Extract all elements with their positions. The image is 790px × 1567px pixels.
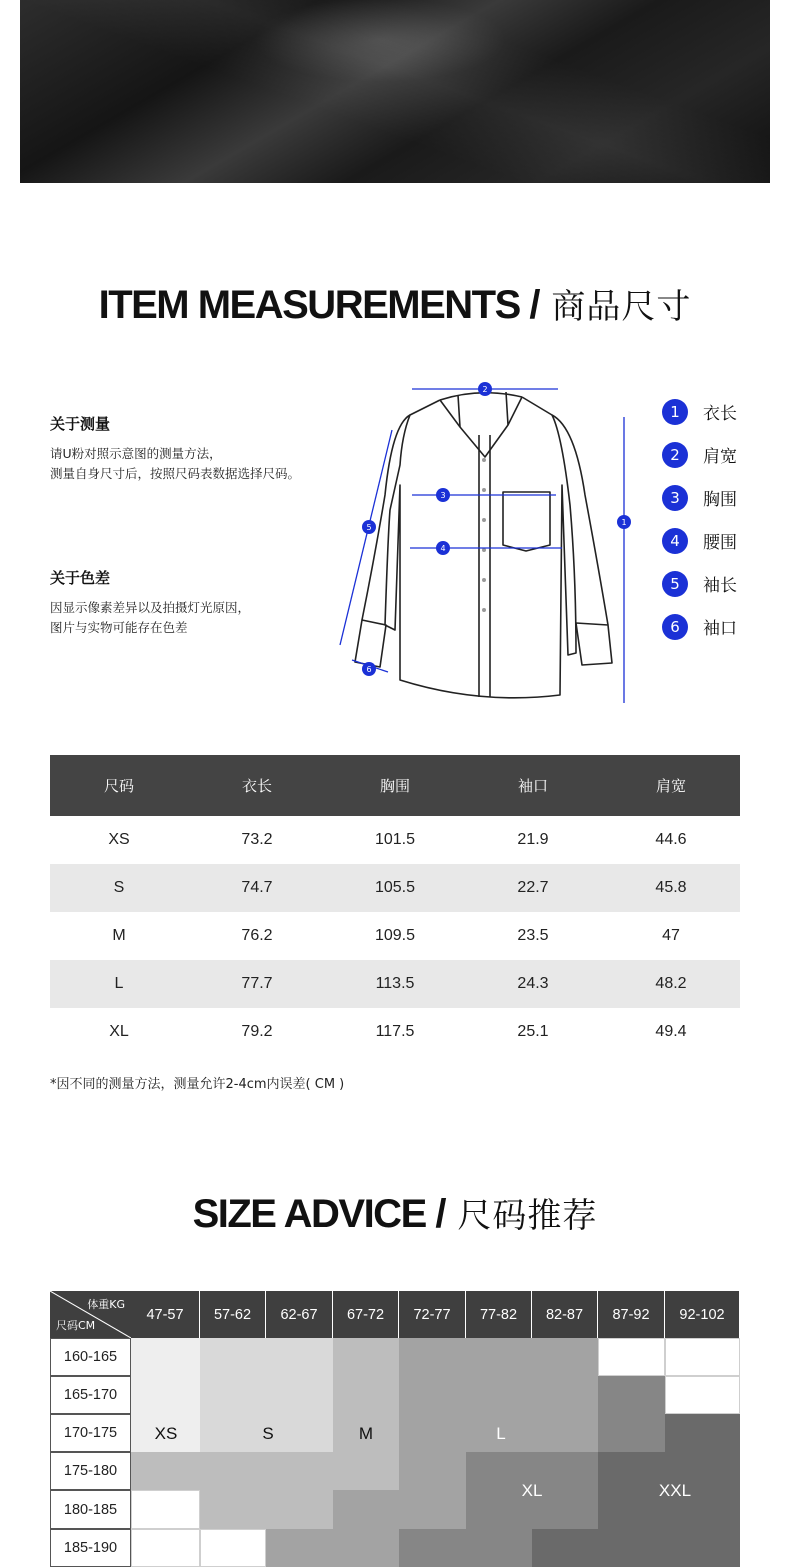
corner-height-label: 尺码CM: [56, 1319, 96, 1332]
measurement-footnote: *因不同的测量方法，测量允许2-4cm内误差( CM ): [50, 1077, 345, 1092]
size-cell: [333, 1452, 399, 1490]
grid-corner: [50, 1291, 131, 1338]
svg-text:2: 2: [482, 385, 488, 394]
size-cell: [200, 1490, 266, 1529]
table-cell: 109.5: [374, 927, 416, 944]
table-row: [50, 960, 740, 1008]
legend-number: 6: [662, 614, 688, 640]
size-cell: [200, 1414, 266, 1452]
legend-item: [662, 519, 737, 562]
legend-item: [662, 390, 737, 433]
height-header: 175-180: [50, 1452, 131, 1490]
table-cell: 49.4: [655, 1023, 687, 1040]
table-cell: 21.9: [517, 831, 549, 848]
table-cell: 22.7: [464, 864, 602, 912]
size-advice-title: SIZE ADVICE / 尺码推荐: [192, 1192, 598, 1236]
size-cell: [333, 1529, 399, 1567]
size-cell: [665, 1376, 740, 1414]
legend-label: 胸围: [703, 490, 737, 510]
height-header: 170-175: [50, 1414, 131, 1452]
legend-number: 3: [662, 485, 688, 511]
table-cell: 105.5: [326, 864, 464, 912]
size-cell: [131, 1452, 200, 1490]
height-header: 185-190: [50, 1529, 131, 1567]
svg-text:4: 4: [440, 544, 446, 553]
table-cell: 45.8: [602, 864, 740, 912]
size-cell: [399, 1414, 466, 1452]
size-cell: [399, 1452, 466, 1490]
table-cell: 25.1: [517, 1023, 549, 1040]
column-header: 尺码: [50, 755, 188, 816]
legend-label: 袖长: [703, 576, 737, 596]
size-cell: [131, 1529, 200, 1567]
size-cell: [532, 1338, 598, 1376]
size-cell: [131, 1338, 200, 1376]
legend-item: [662, 605, 737, 648]
legend-item: [662, 562, 737, 605]
size-cell: [598, 1452, 665, 1490]
size-cell: [598, 1338, 665, 1376]
size-cell: [266, 1452, 333, 1490]
table-cell: 24.3: [464, 960, 602, 1008]
table-cell: 117.5: [375, 1023, 415, 1040]
table-cell: S: [50, 864, 188, 912]
table-cell: 47: [662, 927, 680, 944]
table-row: [50, 864, 740, 912]
about-color-text: 因显示像素差异以及拍摄灯光原因， 图片与实物可能存在色差: [50, 600, 251, 635]
size-cell: [598, 1376, 665, 1414]
size-label: XS: [154, 1424, 178, 1443]
legend-label: 肩宽: [703, 447, 737, 467]
size-cell: [131, 1490, 200, 1529]
legend-number: 1: [662, 399, 688, 425]
size-cell: [266, 1338, 333, 1376]
size-cell: [399, 1376, 466, 1414]
about-measure-title: 关于测量: [50, 415, 111, 433]
table-cell: 77.7: [188, 960, 326, 1008]
table-cell: XL: [109, 1023, 129, 1040]
size-cell: [200, 1376, 266, 1414]
svg-text:5: 5: [366, 523, 372, 532]
size-label: L: [496, 1424, 506, 1443]
product-photo: [20, 0, 770, 183]
weight-header: 72-77: [399, 1291, 466, 1338]
size-cell: [399, 1490, 466, 1529]
size-label: XL: [521, 1481, 543, 1500]
legend-item: [662, 476, 737, 519]
weight-header: 87-92: [598, 1291, 665, 1338]
table-cell: 74.7: [188, 864, 326, 912]
svg-text:3: 3: [440, 491, 446, 500]
size-cell: [665, 1529, 740, 1567]
size-label: M: [358, 1424, 374, 1443]
height-header: 160-165: [50, 1338, 131, 1376]
table-cell: 101.5: [374, 831, 416, 848]
size-cell: [266, 1529, 333, 1567]
size-cell: [200, 1338, 266, 1376]
svg-text:6: 6: [366, 665, 372, 674]
column-header: 胸围: [326, 755, 464, 816]
legend-label: 衣长: [703, 404, 737, 424]
svg-text:1: 1: [621, 518, 627, 527]
table-cell: 23.5: [517, 927, 549, 944]
table-row: [50, 912, 740, 960]
size-cell: [665, 1338, 740, 1376]
table-cell: L: [50, 960, 188, 1008]
weight-header: 57-62: [200, 1291, 266, 1338]
height-header: 180-185: [50, 1490, 131, 1529]
size-cell: [532, 1529, 598, 1567]
size-cell: [200, 1452, 266, 1490]
height-header: 165-170: [50, 1376, 131, 1414]
size-cell: [266, 1490, 333, 1529]
size-cell: [399, 1338, 466, 1376]
table-cell: XS: [108, 831, 130, 848]
column-header: 袖口: [464, 755, 602, 816]
size-cell: [665, 1414, 740, 1452]
column-header: 肩宽: [602, 755, 740, 816]
legend-label: 袖口: [703, 619, 737, 639]
corner-weight-label: 体重KG: [87, 1298, 125, 1311]
table-cell: 73.2: [241, 831, 273, 848]
size-cell: [266, 1414, 333, 1452]
size-cell: [333, 1338, 399, 1376]
legend-label: 腰围: [703, 533, 737, 553]
table-row: [50, 816, 740, 864]
weight-header: 82-87: [532, 1291, 598, 1338]
table-cell: 76.2: [241, 927, 273, 944]
weight-header: 92-102: [665, 1291, 740, 1338]
table-cell: 48.2: [602, 960, 740, 1008]
measurement-table: [50, 755, 740, 1056]
about-color-title: 关于色差: [50, 569, 111, 587]
table-cell: M: [112, 927, 126, 944]
size-cell: [333, 1376, 399, 1414]
size-cell: [532, 1414, 598, 1452]
weight-header: 62-67: [266, 1291, 333, 1338]
table-row: [50, 1008, 740, 1056]
table-header-row: [50, 755, 740, 816]
size-cell: [399, 1529, 466, 1567]
column-header: 衣长: [188, 755, 326, 816]
measurements-title: ITEM MEASUREMENTS / 商品尺寸: [98, 283, 692, 327]
size-cell: [598, 1414, 665, 1452]
size-label: XXL: [658, 1481, 692, 1500]
legend-number: 2: [662, 442, 688, 468]
table-cell: 113.5: [326, 960, 464, 1008]
legend-item: [662, 433, 737, 476]
size-cell: [466, 1529, 532, 1567]
weight-header: 67-72: [333, 1291, 399, 1338]
weight-header: 77-82: [466, 1291, 532, 1338]
size-cell: [131, 1376, 200, 1414]
size-cell: [532, 1376, 598, 1414]
measurement-legend: [662, 390, 737, 648]
weight-header: 47-57: [131, 1291, 200, 1338]
legend-number: 4: [662, 528, 688, 554]
table-cell: 44.6: [655, 831, 687, 848]
size-label: S: [262, 1424, 274, 1443]
legend-number: 5: [662, 571, 688, 597]
size-cell: [466, 1338, 532, 1376]
shirt-diagram: [330, 375, 640, 710]
size-cell: [466, 1376, 532, 1414]
size-cell: [598, 1490, 665, 1529]
table-cell: 79.2: [241, 1023, 273, 1040]
size-cell: [598, 1529, 665, 1567]
size-cell: [266, 1376, 333, 1414]
size-cell: [333, 1490, 399, 1529]
about-measure-text: 请U粉对照示意图的测量方法， 测量自身尺寸后，按照尺码表数据选择尺码。: [50, 446, 301, 481]
size-cell: [200, 1529, 266, 1567]
